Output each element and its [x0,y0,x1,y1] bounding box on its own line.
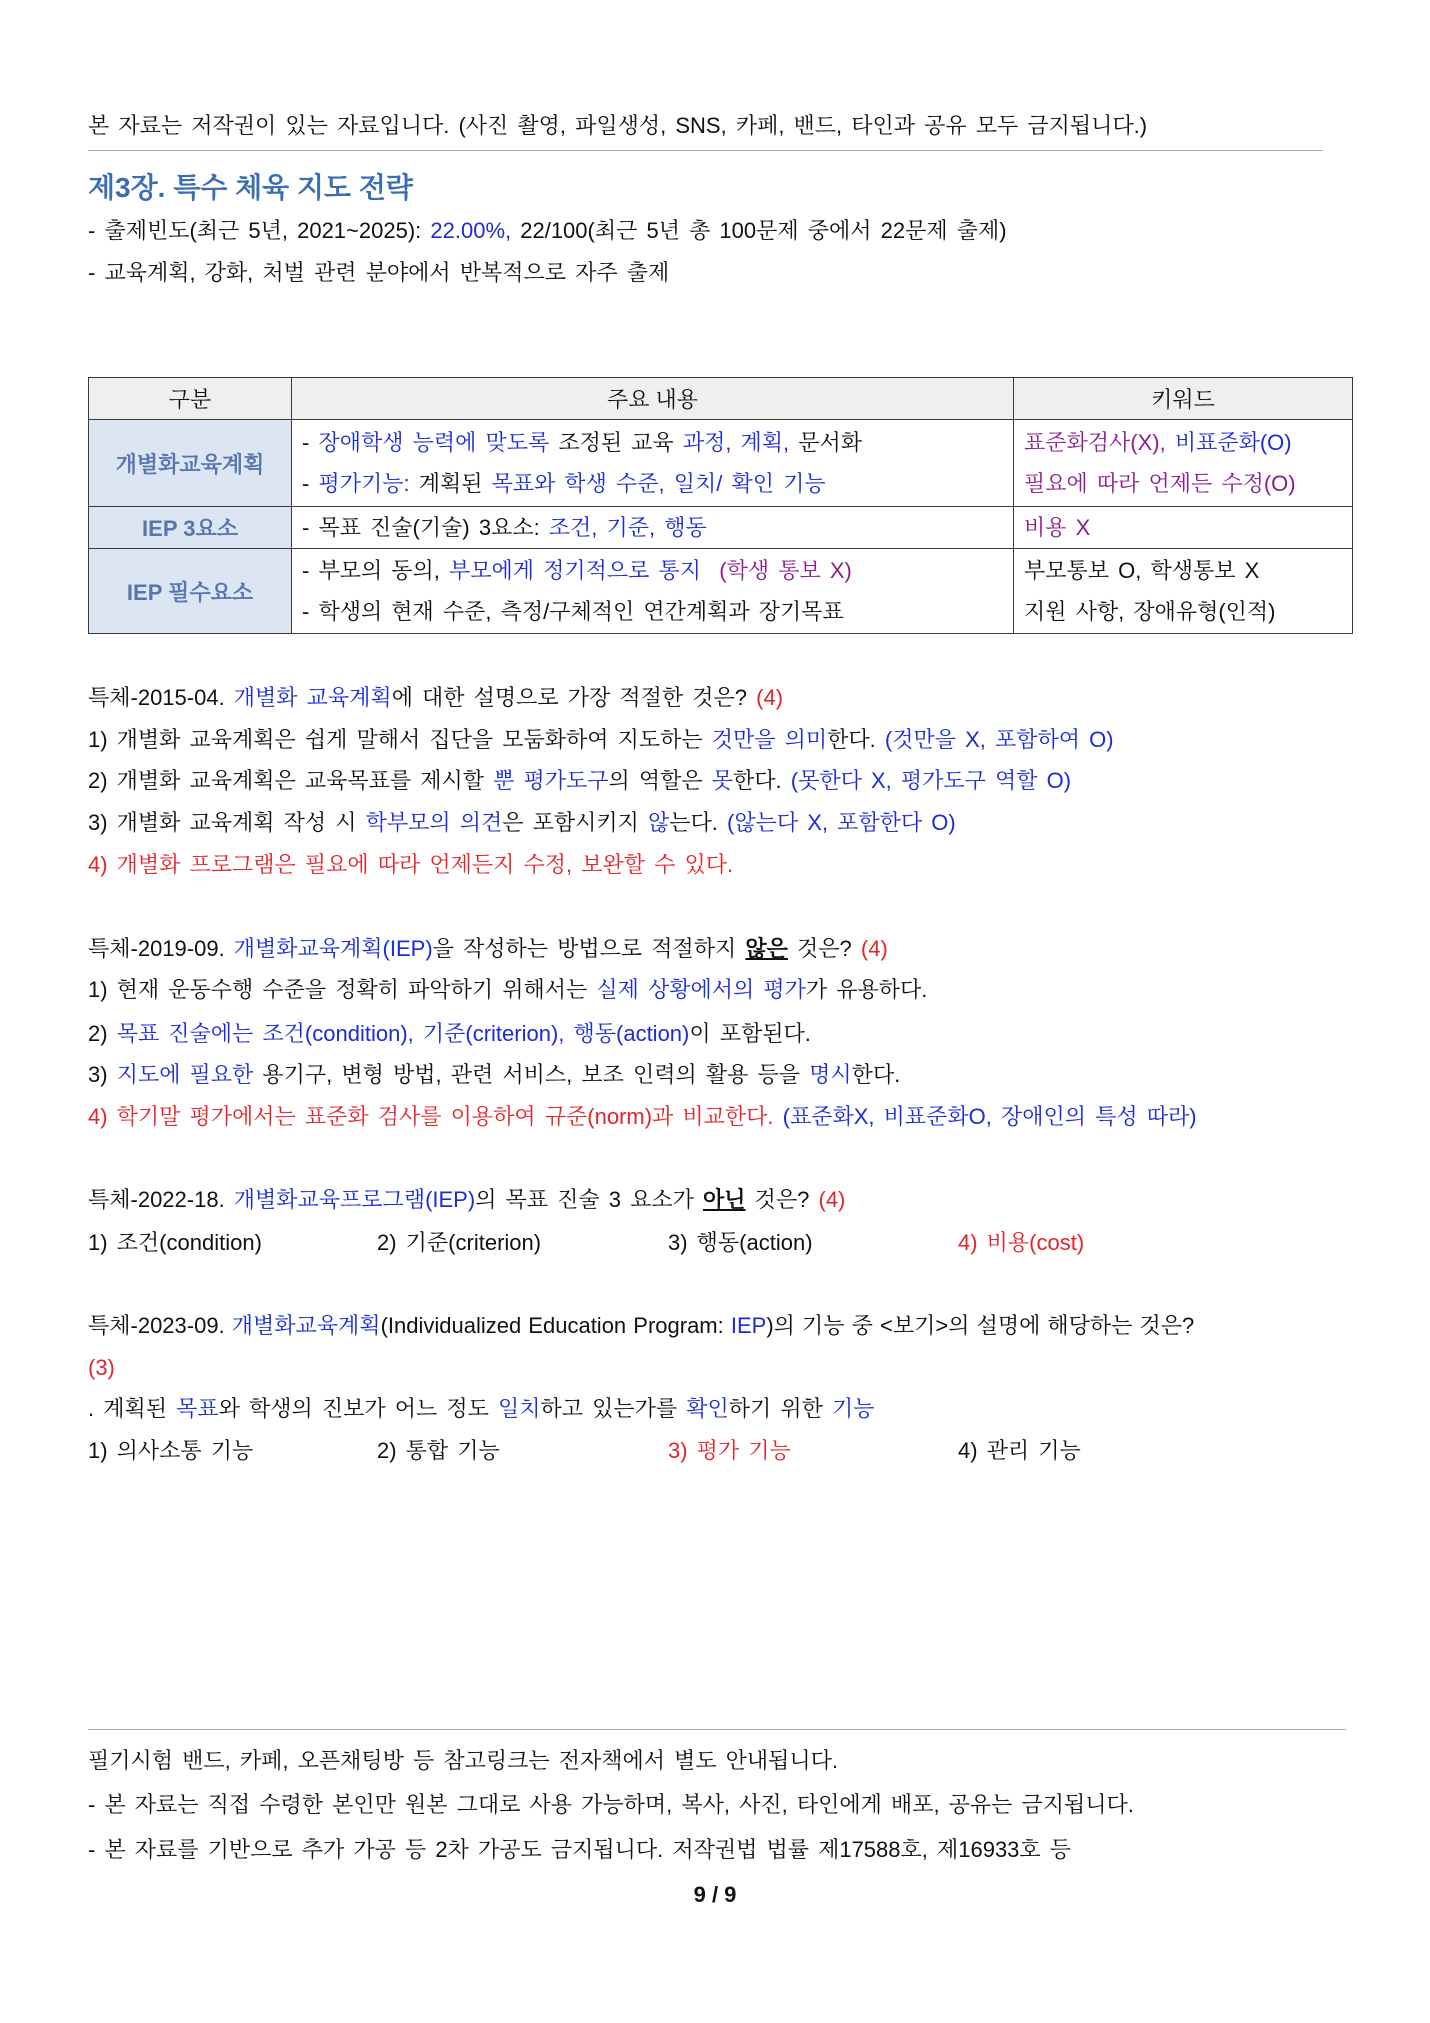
text-segment: - 교육계획, 강화, 처벌 관련 분야에서 반복적으로 자주 출제 [88,260,670,285]
table-row [89,507,1353,549]
header-divider [88,150,1323,151]
content-line [302,550,1003,591]
blue-text-segment: 목표 [176,1396,219,1421]
blue-text-segment: 조건, 기준, 행동 [548,515,707,540]
text-segment: 1) 현재 운동수행 수준을 정확히 파악하기 위해서는 [88,977,597,1002]
content-line [302,507,1003,548]
question-heading [88,677,1352,719]
keyword-line [1024,422,1342,463]
keyword-cell [1014,549,1353,634]
red-text-segment: 4) 개별화 프로그램은 필요에 따라 언제든지 수정, 보완할 수 있다. [88,852,734,877]
blue-text-segment: 개별화교육프로그램(IEP) [233,1187,476,1212]
page-number: 9 / 9 [693,1882,737,1907]
red-text-segment: (4) [756,685,784,710]
red-text-segment: (3) [88,1355,115,1380]
answer-option [668,1430,791,1472]
text-segment: 의 목표 진술 3 요소가 [475,1187,704,1212]
text-segment: - [302,430,319,455]
choice-line [88,1054,1352,1096]
keyword-line [1024,550,1342,591]
blue-text-segment: 비표준화(O) [1174,430,1292,455]
text-segment: 하기 위한 [728,1396,832,1421]
copyright-notice: 본 자료는 저작권이 있는 자료입니다. (사진 촬영, 파일생성, SNS, 카페, 밴드, 타인과 공유 모두 금지됩니다.) [88,113,1148,138]
question-heading [88,1305,1352,1347]
row-label: 개별화교육계획 [89,420,292,507]
text-segment: 는다. [669,810,728,835]
text-segment: 것은? [745,1187,819,1212]
text-segment: 2) 개별화 교육계획은 교육목표를 제시할 [88,768,494,793]
blue-text-segment: 목표와 학생 수준, 일치/ 확인 기능 [491,471,826,496]
blue-text-segment: 평가기능: [318,471,410,496]
choice-line [88,760,1352,802]
frequency-line [88,210,1352,252]
footer-divider [88,1729,1346,1730]
content-cell [292,420,1014,507]
footer-note: - 본 자료를 기반으로 추가 가공 등 2차 가공도 금지됩니다. 저작권법 법률 제17588호, 제16933호 등 [88,1837,1072,1862]
blue-text-segment: IEP [730,1313,767,1338]
red-text-segment: 4) 비용(cost) [958,1230,1085,1255]
text-segment: 않은 [745,936,788,961]
text-segment: 에 대한 설명으로 가장 적절한 것은? [391,685,757,710]
blue-text-segment: 지도에 필요한 [116,1062,254,1087]
column-header-category: 구분 [89,378,292,420]
question-heading [88,928,1352,970]
red-text-segment: 4) 학기말 평가에서는 표준화 검사를 이용하여 규준(norm)과 비교한다. [88,1104,774,1129]
text-segment: 아닌 [703,1187,746,1212]
answer-option [88,1222,262,1264]
text-segment: 3) 개별화 교육계획 작성 시 [88,810,366,835]
content-line [302,463,1003,504]
purple-text-segment: 비용 X [1024,515,1091,540]
text-segment: - 출제빈도(최근 5년, 2021~2025): [88,218,431,243]
blue-text-segment: (표준화X, 비표준화O, 장애인의 특성 따라) [773,1104,1197,1129]
text-segment: 한다. [851,1062,901,1087]
choice-line [88,844,1352,886]
text-segment: 가 유용하다. [805,977,928,1002]
table-header-row [89,378,1353,420]
text-segment: 한다. [827,727,885,752]
chapter-title: 제3장. 특수 체육 지도 전략 [88,172,413,203]
text-segment: (Individualized Education Program: [380,1313,731,1338]
blue-text-segment: 개별화교육계획(IEP) [233,936,433,961]
example-box-text [88,1388,1352,1430]
answer-key [88,1347,1352,1389]
topic-line [88,252,1352,294]
iep-summary-table [88,377,1353,634]
text-segment: 을 작성하는 방법으로 적절하지 [432,936,746,961]
red-text-segment: 3) 평가 기능 [668,1438,791,1463]
content-cell [292,507,1014,549]
text-segment: 지원 사항, 장애유형(인적) [1024,599,1276,624]
content-cell [292,549,1014,634]
text-segment: 용기구, 변형 방법, 관련 서비스, 보조 인력의 활용 등을 [253,1062,810,1087]
table-row [89,549,1353,634]
text-segment: 특체-2023-09. [88,1313,232,1338]
blue-text-segment: 목표 진술에는 조건(condition), 기준(criterion), 행동(action) [116,1021,690,1046]
text-segment: - 목표 진술(기술) 3요소: [302,515,549,540]
choice-line [88,1096,1352,1138]
purple-text-segment: (학생 통보 X) [701,558,852,583]
text-segment: - [302,471,319,496]
red-text-segment: (4) [818,1187,846,1212]
text-segment: 특체-2019-09. [88,936,234,961]
choice-line [88,719,1352,761]
blue-text-segment: 부모에게 정기적으로 통지 [449,558,702,583]
answer-option [958,1430,1081,1472]
text-segment: 문서화 [789,430,863,455]
keyword-cell [1014,420,1353,507]
text-segment: 2) [88,1021,117,1046]
blue-text-segment: 개별화 교육계획 [233,685,392,710]
blue-text-segment: 명시 [809,1062,852,1087]
answer-option [958,1222,1084,1264]
footer-note: 필기시험 밴드, 카페, 오픈채팅방 등 참고링크는 전자책에서 별도 안내됩니다. [88,1748,839,1773]
keyword-line [1024,463,1342,504]
text-segment: 3) 행동(action) [668,1230,813,1255]
blue-text-segment: 개별화교육계획 [231,1313,381,1338]
blue-text-segment: 실제 상황에서의 평가 [596,977,806,1002]
answer-option [377,1222,541,1264]
column-header-content: 주요 내용 [292,378,1014,420]
text-segment: 1) 조건(condition) [88,1230,262,1255]
answer-option [377,1430,500,1472]
text-segment: 하고 있는가를 [540,1396,687,1421]
blue-text-segment: (않는다 X, 포함한다 O) [727,810,956,835]
text-segment: 2) 통합 기능 [377,1438,500,1463]
blue-text-segment: 과정, 계획, [682,430,790,455]
keyword-cell [1014,507,1353,549]
text-segment: - 학생의 현재 수준, 측정/구체적인 연간계획과 장기목표 [302,599,844,624]
purple-text-segment: 필요에 따라 언제든 수정(O) [1024,471,1296,496]
text-segment: 4) 관리 기능 [958,1438,1081,1463]
blue-text-segment: 것만을 의미 [711,727,828,752]
text-segment: 조정된 교육 [549,430,683,455]
choice-line [88,1013,1352,1055]
row-label: IEP 필수요소 [89,549,292,634]
text-segment: 1) 의사소통 기능 [88,1438,254,1463]
text-segment: 2) 기준(criterion) [377,1230,542,1255]
blue-text-segment: 일치 [497,1396,541,1421]
blue-text-segment: 22.00%, [430,218,512,243]
text-segment: 의 역할은 [608,768,712,793]
blue-text-segment: (것만을 X, 포함하여 O) [884,727,1114,752]
text-segment: 은 포함시키지 [502,810,649,835]
text-segment: . 계획된 [88,1396,177,1421]
text-segment: )의 기능 중 <보기>의 설명에 해당하는 것은? [766,1313,1195,1338]
red-text-segment: (4) [860,936,888,961]
text-segment: 것은? [787,936,861,961]
blue-text-segment: 학부모의 의견 [365,810,503,835]
section-heading [88,336,1352,378]
row-label: IEP 3요소 [89,507,292,549]
keyword-line [1024,591,1342,632]
text-segment: - 부모의 동의, [302,558,450,583]
blue-text-segment: 확인 [686,1396,729,1421]
footer-note: - 본 자료는 직접 수령한 본인만 원본 그대로 사용 가능하며, 복사, 사진, 타인에게 배포, 공유는 금지됩니다. [88,1792,1134,1817]
text-segment: 부모통보 O, 학생통보 X [1024,558,1260,583]
content-line [302,591,1003,632]
table-row [89,420,1353,507]
text-segment: 22/100(최근 5년 총 100문제 중에서 22문제 출제) [511,218,1007,243]
content-line [302,422,1003,463]
blue-text-segment: 않 [648,810,670,835]
text-segment: 1) 개별화 교육계획은 쉽게 말해서 집단을 모둠화하여 지도하는 [88,727,712,752]
column-header-keyword: 키워드 [1014,378,1353,420]
blue-text-segment: 기능 [831,1396,875,1421]
purple-text-segment: 표준화검사(X), [1024,430,1175,455]
answer-option [668,1222,813,1264]
keyword-line [1024,507,1342,548]
text-segment: 와 학생의 진보가 어느 정도 [218,1396,498,1421]
text-segment: 이 포함된다. [689,1021,811,1046]
answer-option [88,1430,253,1472]
blue-text-segment: 뿐 평가도구 [493,768,609,793]
blue-text-segment: (못한다 X, 평가도구 역할 O) [790,768,1072,793]
blue-text-segment: 장애학생 능력에 맞도록 [318,430,550,455]
question-heading [88,1179,1352,1221]
text-segment: 3) [88,1062,117,1087]
text-segment: 특체-2015-04. [88,685,234,710]
choice-line [88,802,1352,844]
text-segment: 한다. [733,768,791,793]
text-segment: 특체-2022-18. [88,1187,234,1212]
choice-line [88,969,1352,1011]
blue-text-segment: 못 [711,768,734,793]
text-segment: 계획된 [409,471,492,496]
